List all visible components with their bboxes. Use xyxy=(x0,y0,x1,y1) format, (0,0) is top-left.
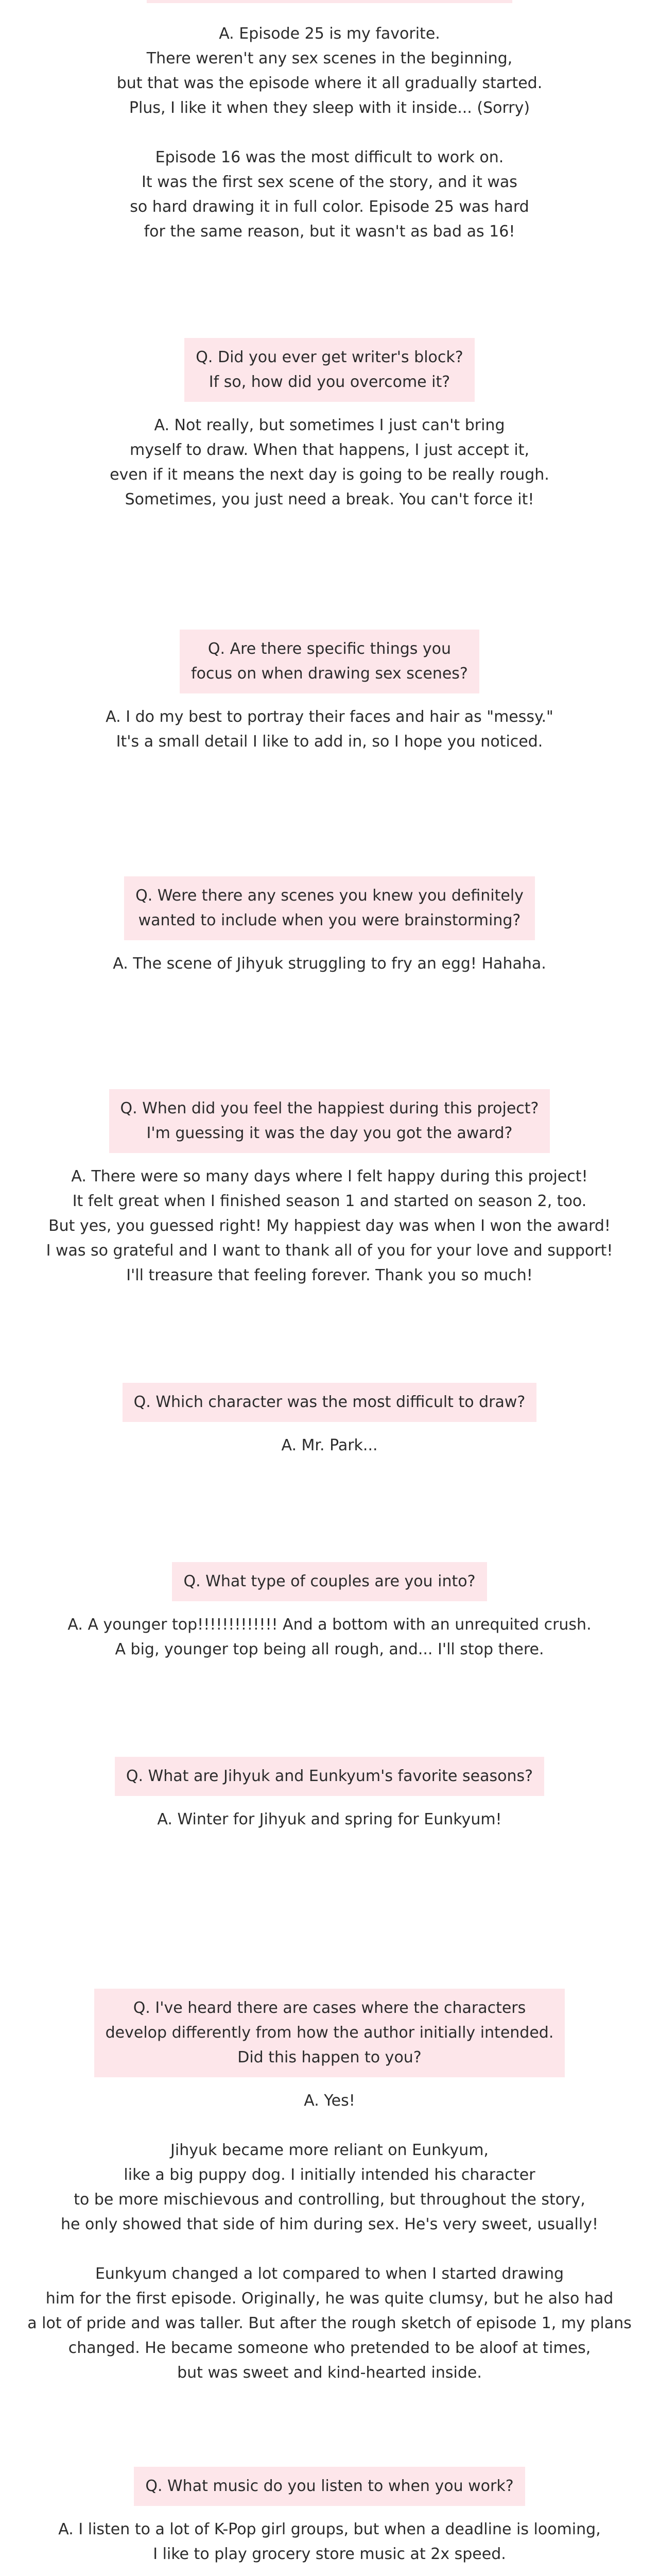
qa-block-difficult-character xyxy=(0,1383,659,1458)
qa-block-episode-favorite xyxy=(0,22,659,244)
answer-text: Jihyuk became more reliant on Eunkyum, like a big puppy dog. I initially intended his character to be more mischievous and controlling, but throughout the story, he only showed that side of him during sex. He's very sweet, usually! xyxy=(61,2141,598,2233)
question-box: Q. What type of couples are you into? xyxy=(172,1562,487,1601)
answer-text: Eunkyum changed a lot compared to when I started drawing him for the first episode. Originally, he was quite clumsy, but he also had a lot of pride and was taller. But after the rough sketch of episode 1, my plans changed. He became someone who pretended to be aloof at times, but was sweet and kind-hearted inside. xyxy=(27,2265,632,2382)
answer-text: A. I listen to a lot of K-Pop girl groups, but when a deadline is looming, I like to play grocery store music at 2x speed. xyxy=(58,2520,601,2563)
answer-text: A. Winter for Jihyuk and spring for Eunkyum! xyxy=(157,1810,502,1828)
qa-block-writers-block xyxy=(0,338,659,512)
answer-text: A. Yes! xyxy=(304,2092,355,2110)
question-box: Q. When did you feel the happiest during this project? I'm guessing it was the day you got the award? xyxy=(109,1089,550,1153)
question-box: Q. What music do you listen to when you work? xyxy=(134,2467,525,2506)
question-box: Q. I've heard there are cases where the characters develop differently from how the author initially intended. Did this happen to you? xyxy=(94,1989,565,2077)
question-box: Q. Were there any scenes you knew you definitely wanted to include when you were brainstorming? xyxy=(124,876,535,940)
qa-block-sex-scenes-focus xyxy=(0,630,659,754)
answer-text: A. The scene of Jihyuk struggling to fry an egg! Hahaha. xyxy=(113,955,546,973)
qa-block-favorite-seasons xyxy=(0,1757,659,1832)
answer-text: A. There were so many days where I felt happy during this project! It felt great when I finished season 1 and started on season 2, too. But yes, you guessed right! My happiest day was when I won the award! I was so grateful and I want to thank all of you for your love and support! I'll treasure that feeling forever. Thank you so much! xyxy=(46,1167,613,1284)
answer-text: A. A younger top!!!!!!!!!!!!! And a bottom with an unrequited crush. A big, younger top being all rough, and... I'll stop there. xyxy=(67,1616,592,1658)
answer-text: Episode 16 was the most difficult to work on. It was the first sex scene of the story, and it was so hard drawing it in full color. Episode 25 was hard for the same reason, but it wasn't as bad as 16! xyxy=(130,148,529,241)
answer-text: A. I do my best to portray their faces and hair as "messy." It's a small detail I like to add in, so I hope you noticed. xyxy=(106,708,553,751)
question-box-edge xyxy=(147,0,512,3)
qa-block-work-music xyxy=(0,2467,659,2567)
answer-text: A. Not really, but sometimes I just can't bring myself to draw. When that happens, I just accept it, even if it means the next day is going to be really rough. Sometimes, you just need a break. You can't force it! xyxy=(110,416,549,509)
question-box: Q. Did you ever get writer's block? If so, how did you overcome it? xyxy=(184,338,474,402)
question-box: Q. Which character was the most difficult to draw? xyxy=(123,1383,537,1422)
answer-text: A. Episode 25 is my favorite. There weren't any sex scenes in the beginning, but that was the episode where it all gradually started. Plus, I like it when they sleep with it inside... (Sorry) xyxy=(116,25,543,117)
answer-text: A. Mr. Park... xyxy=(281,1436,378,1454)
qa-block-happiest-moment xyxy=(0,1089,659,1288)
qa-block-brainstorm-scenes xyxy=(0,876,659,976)
qa-block-couple-type xyxy=(0,1562,659,1662)
qa-block-character-development xyxy=(0,1989,659,2385)
question-box: Q. What are Jihyuk and Eunkyum's favorite seasons? xyxy=(115,1757,544,1796)
question-box: Q. Are there specific things you focus on when drawing sex scenes? xyxy=(180,630,479,693)
